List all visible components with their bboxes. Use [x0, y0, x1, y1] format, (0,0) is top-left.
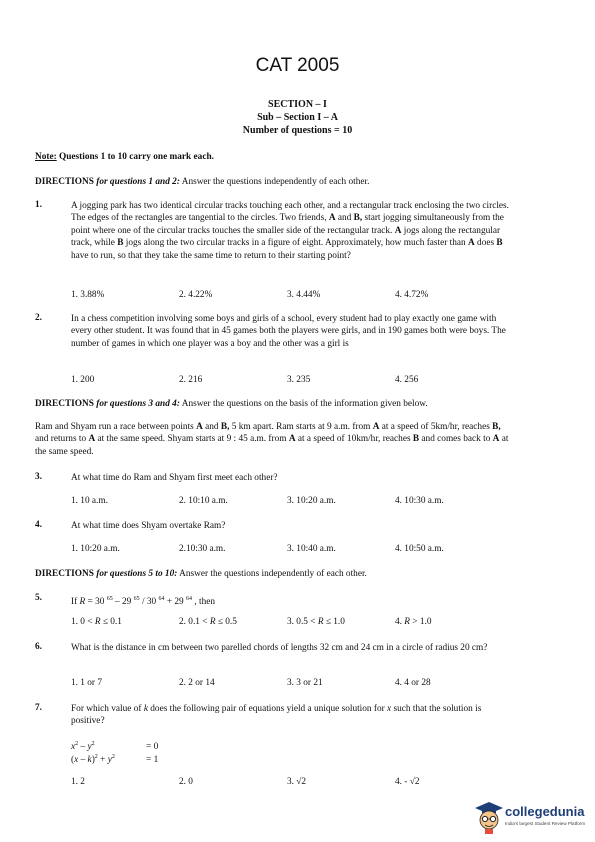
passage: Ram and Shyam run a race between points A and B, 5 km apart. Ram starts at 9 a.m. from A at a speed of 5km/hr, reaches B, and returns to A at the same speed. Shyam starts at 9 : 45 a.m. from A at a speed of 10km/hr, reaches B and comes back to A at the same speed.	[35, 422, 509, 457]
answer-options	[71, 544, 516, 556]
option-4: 4. 10:50 a.m.	[395, 544, 444, 554]
option-3: 3. 10:20 a.m.	[287, 496, 336, 506]
option-4: 4. 10:30 a.m.	[395, 496, 444, 506]
question-number: 6.	[35, 642, 42, 652]
question-text: In a chess competition involving some boys and girls of a school, every student had to play exactly one game with every other student. It was found that in 45 games both the players were girls, and in 190 games both were boys. The number of games in which one player was a boy and the other was a girl is	[71, 314, 506, 349]
graduate-mascot-icon	[474, 800, 504, 834]
option-4: 4. - √2	[395, 777, 420, 787]
option-2: 2. 0.1 < R ≤ 0.5	[179, 617, 237, 627]
page-title: CAT 2005	[255, 55, 340, 76]
directions-scope: for questions 1 and 2:	[93, 177, 180, 187]
option-4: 4. 4 or 28	[395, 678, 431, 688]
option-1: 1. 3.88%	[71, 290, 105, 300]
option-1: 1. 2	[71, 777, 85, 787]
option-1: 1. 10 a.m.	[71, 496, 108, 506]
question-text: If R = 30 $^{65}$ – 29 $^{65}$ / 30 $^{64}$ + 29 $^{64}$ , then	[71, 596, 216, 608]
answer-options	[71, 617, 516, 629]
answer-options	[71, 496, 516, 508]
subsection-heading: Sub – Section I – A	[257, 112, 338, 123]
section-heading: SECTION – I	[268, 99, 327, 110]
question-text: At what time does Shyam overtake Ram?	[71, 521, 226, 531]
question-number: 3.	[35, 472, 42, 482]
answer-options	[71, 678, 516, 690]
option-2: 2. 2 or 14	[179, 678, 215, 688]
option-1: 1. 1 or 7	[71, 678, 102, 688]
question-number: 7.	[35, 703, 42, 713]
option-3: 3. 235	[287, 375, 311, 385]
directions-label: DIRECTIONS	[35, 177, 94, 187]
brand-tagline: India's largest Student Review Platform	[505, 821, 586, 826]
directions-label: DIRECTIONS	[35, 569, 94, 579]
question-text: A jogging park has two identical circular tracks touching each other, and a rectangular track enclosing the two circles. The edges of the rectangles are tangential to the circles. Two friends, A and B, start jogging simultaneously from the point where one of the circular tracks touches the smaller side of the rectangular track. A jogs along the rectangular track, while B jogs along the two circular tracks in a figure of eight. Approximately, how much faster than A does B have to run, so that they take the same time to return to their starting point?	[71, 201, 509, 261]
option-2: 2. 10:10 a.m.	[179, 496, 228, 506]
option-4: 4. 4.72%	[395, 290, 429, 300]
option-3: 3. 4.44%	[287, 290, 321, 300]
directions-text: Answer the questions on the basis of the information given below.	[179, 399, 428, 409]
option-2: 2. 0	[179, 777, 193, 787]
option-1: 1. 0 < R ≤ 0.1	[71, 617, 122, 627]
brand-name: collegedunia	[505, 804, 585, 819]
option-3: 3. 3 or 21	[287, 678, 323, 688]
answer-options	[71, 290, 516, 302]
directions-5-10	[35, 568, 515, 580]
equation-2: $(x - k)^2 + y^2 = 1$	[71, 754, 159, 766]
directions-1-2	[35, 176, 515, 188]
question-count: Number of questions = 10	[242, 125, 353, 136]
answer-options	[71, 777, 516, 789]
option-1: 1. 10:20 a.m.	[71, 544, 120, 554]
note	[35, 151, 515, 163]
option-1: 1. 200	[71, 375, 95, 385]
question-number: 4.	[35, 520, 42, 530]
answer-options	[71, 375, 516, 387]
option-3: 3. √2	[287, 777, 307, 787]
directions-label: DIRECTIONS	[35, 399, 94, 409]
question-number: 5.	[35, 593, 42, 603]
option-2: 2. 216	[179, 375, 203, 385]
question-text: At what time do Ram and Shyam first meet each other?	[71, 473, 278, 483]
question-text: For which value of k does the following pair of equations yield a unique solution for x such that the solution is positive?	[71, 704, 482, 727]
note-text: Questions 1 to 10 carry one mark each.	[56, 152, 214, 162]
question-text: What is the distance in cm between two parelled chords of lengths 32 cm and 24 cm in a circle of radius 20 cm?	[71, 643, 488, 653]
option-3: 3. 0.5 < R ≤ 1.0	[287, 617, 345, 627]
question-number: 2.	[35, 313, 42, 323]
directions-text: Answer the questions independently of each other.	[177, 569, 367, 579]
option-4: 4. 256	[395, 375, 419, 385]
directions-text: Answer the questions independently of each other.	[179, 177, 370, 187]
equation-1: $x^2 - y^2 = 0$	[71, 741, 159, 753]
option-2: 2. 4.22%	[179, 290, 213, 300]
collegedunia-logo	[474, 800, 584, 836]
option-2: 2.10:30 a.m.	[179, 544, 226, 554]
question-number: 1.	[35, 200, 42, 210]
note-label: Note:	[35, 152, 57, 162]
option-4: 4. R > 1.0	[395, 617, 432, 627]
directions-scope: for questions 3 and 4:	[93, 399, 180, 409]
directions-scope: for questions 5 to 10:	[93, 569, 178, 579]
option-3: 3. 10:40 a.m.	[287, 544, 336, 554]
directions-3-4	[35, 398, 515, 410]
